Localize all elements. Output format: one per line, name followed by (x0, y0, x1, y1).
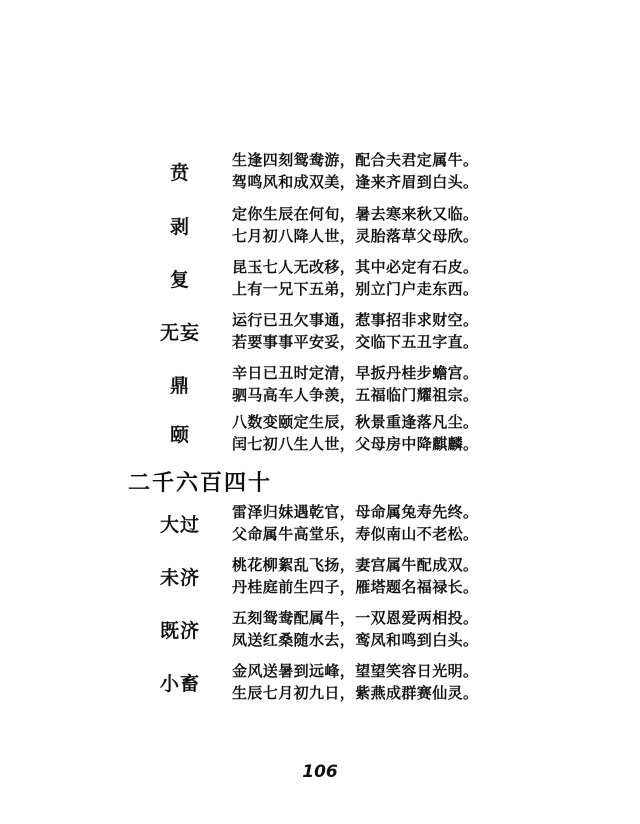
hexagram-name: 颐 (169, 423, 190, 446)
hexagram-name: 无妄 (159, 321, 200, 344)
verse-line-1: 定你生辰在何旬，暑去寒来秋又临。 (232, 205, 479, 223)
verse-line-1: 五刻鸳鸯配属牛，一双恩爱两相投。 (232, 609, 479, 627)
verse-line-2: 闰七初八生人世，父母房中降麒麟。 (232, 435, 479, 453)
verse-line-1: 雷泽归妹遇乾官，母命属兔寿先终。 (232, 503, 479, 521)
verse-line-1: 八数变颐定生辰，秋景重逢落凡尘。 (232, 413, 479, 431)
verse-entry-bo (0, 203, 640, 247)
verse-line-2: 丹桂庭前生四子，雁塔题名福禄长。 (232, 578, 479, 596)
hexagram-name: 贲 (169, 161, 190, 184)
hexagram-name: 复 (169, 268, 190, 291)
verse-line-1: 昆玉七人无改移，其中必定有石皮。 (232, 258, 479, 276)
hexagram-name: 既济 (159, 619, 200, 642)
hexagram-name: 未济 (159, 566, 200, 589)
verse-entry-bi (0, 149, 640, 193)
hexagram-name: 剥 (169, 215, 190, 238)
verse-entry-xiaoxu (0, 660, 640, 704)
verse-line-2: 父命属牛高堂乐，寿似南山不老松。 (232, 525, 479, 543)
page-number: 106 (302, 762, 338, 782)
verse-line-1: 辛日已丑时定清，早扳丹桂步蟾宫。 (232, 364, 479, 382)
verse-line-1: 运行已丑欠事通，惹事招非求财空。 (232, 311, 479, 329)
hexagram-name: 小畜 (159, 672, 200, 695)
verse-line-1: 金风送暑到远峰，望望笑容日光明。 (232, 662, 479, 680)
verse-line-2: 上有一兄下五弟，别立门户走东西。 (232, 280, 479, 298)
verse-line-1: 桃花柳絮乱飞扬，妻宫属牛配成双。 (232, 556, 479, 574)
hexagram-name: 鼎 (169, 374, 190, 397)
verse-entry-wuwang (0, 309, 640, 353)
verse-line-2: 驷马高车人争羡，五福临门耀祖宗。 (232, 386, 479, 404)
verse-entry-jiji (0, 607, 640, 651)
verse-line-1: 生逢四刻鸳鸯游，配合夫君定属牛。 (232, 151, 479, 169)
verse-line-2: 驾鸣风和成双美，逢来齐眉到白头。 (232, 173, 479, 191)
section-heading: 二千六百四十 (128, 470, 273, 496)
verse-line-2: 若要事事平安妥，交临下五丑字直。 (232, 333, 479, 351)
verse-entry-weiji (0, 554, 640, 598)
hexagram-name: 大过 (159, 513, 200, 536)
verse-entry-yi (0, 411, 640, 455)
verse-entry-daguo (0, 501, 640, 545)
verse-line-2: 生辰七月初九日，紫燕成群赛仙灵。 (232, 684, 479, 702)
verse-entry-ding (0, 362, 640, 406)
verse-entry-fu (0, 256, 640, 300)
verse-line-2: 凤送红桑随水去，鸾凤和鸣到白头。 (232, 631, 479, 649)
verse-line-2: 七月初八降人世，灵胎落草父母欣。 (232, 227, 479, 245)
